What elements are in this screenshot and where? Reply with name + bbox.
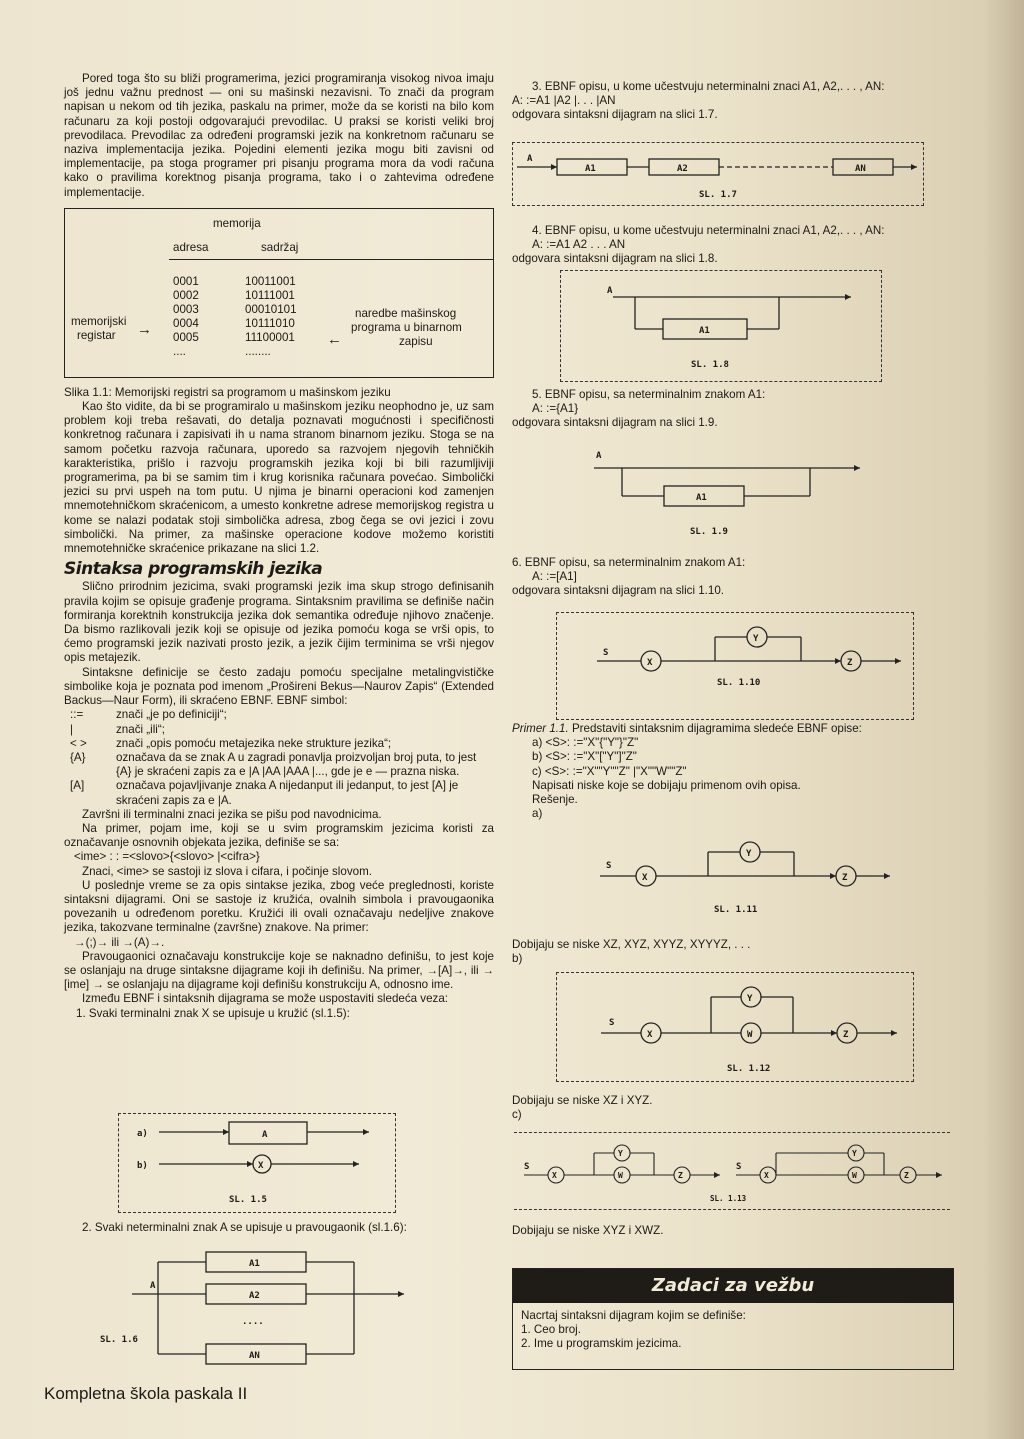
circle-label: W — [852, 1171, 857, 1180]
fig-label-s: S — [736, 1162, 742, 1172]
item-4-ref: odgovara sintaksni dijagram na slici 1.8. — [512, 252, 718, 266]
content-cell: 10111010 — [245, 316, 295, 330]
ellipsis: .... — [242, 1317, 264, 1327]
example-task: Predstaviti sintaksnim dijagramima sledeće EBNF opise: — [571, 722, 862, 735]
figure-1-13-right-part — [736, 1145, 942, 1183]
arrow-head-icon — [363, 1129, 369, 1135]
paragraph-diagrams: U poslednje vreme se za opis sintakse jezika, zbog veće preglednosti, koriste sintaksni dijagrami. Oni se sastoje iz kružića, ovalnih simbola i pravougaonika povezanih u određenom poretku. Kružići ili ovali označavaju nedeljive znakove jezika, takozvane terminalne (završne) znakove. Na primer: — [64, 878, 494, 935]
paragraph-ime-explained: Znaci, <ime> se sastoji iz slova i cifara, i počinje slovom. — [82, 864, 372, 878]
result-c: Dobijaju se niske XYZ i XWZ. — [512, 1224, 664, 1237]
arrow-head-icon — [398, 1291, 404, 1297]
memory-title: memorija — [213, 216, 261, 230]
fig-label-b: b) — [137, 1161, 148, 1171]
figure-1-13 — [514, 1132, 950, 1210]
figure-caption: SL. 1.7 — [699, 190, 737, 200]
solution-c-result — [512, 1224, 942, 1238]
circle-label: W — [747, 1030, 753, 1040]
item-5-text: 5. EBNF opisu, sa neterminalnim znakom A1: — [532, 388, 766, 401]
exercise-item: 2. Ime u programskim jezicima. — [521, 1337, 682, 1351]
paragraph-machine-language: Kao što vidite, da bi se programiralo u mašinskom jeziku neophodno je, uz sam problem koji treba rešavati, do detalja poznavati mogućnosti i specifičnosti konkretnog računara i zapisivati ih u nama stranom binarnom jeziku. Stoga se na samom početku razvoja računara, uporedo sa razvojem njegovih tehničkih karakteristika, prišlo i razvoju programskih jezika koji bi bili razumljiviji programerima, pa bi se samim tim i krug korisnika računara povećao. Simbolički jezici su prvi uspeh na tom putu. U njima je binarni operacioni kod zamenjen mnemotehničkom skraćenicom, a umesto konkretne adrese memorijskog registra u kome se nalazi podatak stoji simbolička adresa, zbog čega se ovi jezici i zovu simbolički. Na primer, za mašinske operacione kodove možemo koristiti mnemotehničke skraćenice prikazane na slici 1.2. — [64, 400, 494, 556]
symbol: [A] — [70, 779, 85, 793]
address-cell: .... — [173, 344, 186, 358]
memory-table-figure — [64, 208, 494, 378]
ime-definition: <ime> : : =<slovo>{<slovo> |<cifra>} — [74, 850, 260, 864]
arrow-head-icon — [223, 1129, 229, 1135]
nonterminal-box — [229, 1122, 307, 1144]
figure-caption: SL. 1.5 — [229, 1195, 267, 1205]
fig-label: A — [527, 154, 533, 164]
circle-label: Z — [842, 873, 848, 883]
circle-label: X — [552, 1171, 557, 1180]
arrow-right-icon: → — [137, 320, 152, 338]
symbol-description: označava da se znak A u zagradi ponavlja proizvoljan broj puta, to jest {A} je skraćeni zapis za e |A |AA |AAA |..., gde je e — prazna niska. — [116, 750, 477, 779]
content-cell: ........ — [245, 344, 271, 358]
box-label: A2 — [249, 1291, 260, 1301]
solution-b-result — [512, 1094, 942, 1122]
machine-code-note: zapisu — [399, 334, 433, 348]
exercises-box — [512, 1268, 954, 1370]
item-4 — [512, 224, 942, 267]
paragraph-syntax: Slično prirodnim jezicima, svaki programski jezik ima skup strogo definisanih pravila kojim se opisuje građenje programa. Sintaksnim pravilima se definiše način formiranja korektnih konstrukcija jezika dok semantika određuje njihovo značenje. Da bismo razlikovali jezik koji se opisuje od jezika pomoću koga se vrši opis, to ćemo programski jezik nazivati prosto jezik, a jezik čijim terminima se vrši njegov opis metajezik. — [64, 580, 494, 665]
section-heading: Sintaksa programskih jezika — [64, 559, 323, 580]
figure-1-6-diagram — [92, 1246, 422, 1366]
figure-1-7 — [512, 142, 924, 206]
arrow-head-icon — [911, 164, 917, 170]
item-5-ebnf: A: :={A1} — [532, 402, 579, 416]
example-instruction: Napisati niske koje se dobijaju primenom ovih opisa. — [532, 778, 801, 792]
page-footer: Kompletna škola paskala II — [44, 1384, 248, 1403]
arrow-left-icon: ← — [327, 330, 342, 348]
figure-1-13-left-part — [524, 1145, 720, 1183]
symbol-row — [64, 708, 494, 722]
content-cell: 11100001 — [245, 330, 295, 344]
register-label: memorijski — [71, 314, 127, 328]
register-label: registar — [77, 328, 116, 342]
symbol-row — [64, 723, 494, 737]
figure-1-1-caption: Slika 1.1: Memorijski registri sa programom u mašinskom jeziku — [64, 385, 391, 399]
intro-paragraph: Pored toga što su bliži programerima, jezici programiranja visokog nivoa imaju još jednu važnu prednost — oni su mašinski nezavisni. To znači da program napisan u nekom od tih jezika, paskalu na primer, može da se koristi na bilo kom računaru za koji postoji odgovarajući prevodilac. U praksi se koristi veliki broj prevodilaca. Prevodilac za određeni programski jezik na konkretnom računaru se naziva implementacija jezika. Pojedini elementi jezika mogu biti zavisni od implementacije, pa stoga programer pri pisanju programa mora da vodi računa kako o pravilima korektnog pisanja programa, tako i o zahtevima određene implementacije. — [64, 72, 494, 199]
solution-a-result — [512, 938, 942, 966]
paragraph-terminal: Završni ili terminalni znaci jezika se pišu pod navodnicima. — [82, 807, 382, 821]
box-label: A1 — [699, 326, 710, 336]
circle-label: Y — [618, 1149, 623, 1158]
box-label: A1 — [585, 164, 596, 174]
solution-a-label: a) — [532, 807, 543, 821]
symbol: | — [70, 722, 74, 736]
fig-label: A — [596, 451, 602, 461]
item-3-text: 3. EBNF opisu, u kome učestvuju neterminalni znaci A1, A2,. . . , AN: — [532, 80, 885, 93]
box-label: A — [262, 1130, 268, 1140]
content-header: sadržaj — [261, 240, 299, 254]
machine-code-note: programa u binarnom — [351, 320, 462, 334]
arrow-head-icon — [936, 1172, 942, 1178]
circle-label: X — [642, 873, 648, 883]
arrow-head-icon — [831, 1030, 837, 1036]
symbol-description: označava pojavljivanje znaka A nijedanput ili jedanput, to jest [A] je skraćeni zapis za e |A. — [116, 779, 459, 807]
circle-label: X — [647, 658, 653, 668]
figure-1-8-diagram — [561, 271, 881, 381]
page-edge-shadow — [984, 0, 1024, 1439]
figure-caption: SL. 1.9 — [690, 527, 728, 537]
item-6-ebnf: A: :=[A1] — [532, 570, 577, 584]
arrow-head-icon — [714, 1172, 720, 1178]
circle-label: Z — [678, 1171, 683, 1180]
arrow-head-icon — [353, 1161, 359, 1167]
circle-label: Y — [852, 1149, 857, 1158]
figure-1-12 — [556, 972, 914, 1082]
figure-1-5-diagram — [119, 1114, 395, 1212]
fig-label-s: S — [609, 1018, 615, 1028]
circle-label: Y — [753, 634, 759, 644]
paragraph-relation: Između EBNF i sintaksnih dijagrama se može uspostaviti sledeća veza: — [82, 992, 449, 1006]
address-cell: 0005 — [173, 330, 199, 344]
rule-2-block — [64, 1221, 494, 1235]
figure-1-11-diagram — [590, 830, 900, 916]
address-cell: 0002 — [173, 288, 199, 302]
address-cell: 0001 — [173, 274, 199, 288]
circle-label: Y — [747, 994, 753, 1004]
box-label: A1 — [696, 493, 707, 503]
ebnf-symbol-list — [64, 708, 494, 807]
item-6-text: 6. EBNF opisu, sa neterminalnim znakom A1: — [512, 556, 746, 569]
item-4-text: 4. EBNF opisu, u kome učestvuju neterminalni znaci A1, A2,. . . , AN: — [532, 224, 885, 237]
item-3-ebnf: A: :=A1 |A2 |. . . |AN — [512, 94, 616, 108]
left-column — [64, 72, 494, 1021]
content-cell: 00010101 — [245, 302, 297, 316]
paragraph-ebnf: Sintaksne definicije se često zadaju pomoću specijalne metalingvističke simbolike koja je poznata pod imenom „Prošireni Bekus—Naurov Zapis“ (Extended Backus—Naur Form), ili skraćeno EBNF. EBNF simbol: — [64, 665, 494, 708]
address-header: adresa — [173, 240, 209, 254]
arrow-head-icon — [891, 1030, 897, 1036]
symbol-description: znači „ili“; — [116, 722, 165, 736]
symbol: < > — [70, 736, 87, 750]
paragraph-rectangles: Pravougaonici označavaju konstrukcije koje se naknadno definišu, to jest koje se oslanjaju na druge sintaksne dijagrame koji ih definišu. Na primer, →[A]→, ili → [ime] → se oslanjaju na dijagrame koji definišu konstrukciju A, odnosno ime. — [64, 949, 494, 992]
example-b: b) <S>: :="X"["Y"]"Z" — [532, 750, 637, 764]
fig-label-s: S — [524, 1162, 530, 1172]
figure-1-12-diagram — [557, 973, 913, 1081]
machine-code-note: naredbe mašinskog — [355, 306, 457, 320]
box-label: AN — [855, 164, 866, 174]
item-5 — [512, 388, 942, 431]
figure-caption: SL. 1.6 — [100, 1335, 138, 1345]
arrow-head-icon — [854, 465, 860, 471]
figure-1-10-diagram — [557, 613, 913, 719]
item-6-ref: odgovara sintaksni dijagram na slici 1.10. — [512, 584, 725, 598]
arrow-head-icon — [830, 873, 836, 879]
circle-label: Z — [847, 658, 853, 668]
box-label: A1 — [249, 1259, 260, 1269]
item-5-ref: odgovara sintaksni dijagram na slici 1.9. — [512, 416, 718, 430]
paragraph-ime: Na primer, pojam ime, koji se u svim programskim jezicima koristi za označavanje osnovnih objekata jezika, definiše se sa: — [64, 821, 494, 850]
item-3 — [512, 80, 942, 123]
example-c: c) <S>: :="X""Y""Z" |"X""W""Z" — [532, 764, 687, 778]
figure-caption: SL. 1.10 — [717, 678, 761, 688]
arrow-head-icon — [845, 294, 851, 300]
box-label: AN — [249, 1351, 260, 1361]
figure-1-10 — [556, 612, 914, 720]
content-cell: 10111001 — [245, 288, 295, 302]
symbol: ::= — [70, 708, 84, 722]
example-a: a) <S>: :="X"{"Y"}"Z" — [532, 736, 639, 750]
symbol-description: znači „je po definiciji“; — [116, 708, 227, 722]
circle-label: X — [647, 1030, 653, 1040]
symbol: {A} — [70, 750, 86, 764]
fig-label-s: S — [603, 648, 609, 658]
arrow-head-icon — [895, 658, 901, 664]
item-3-ref: odgovara sintaksni dijagram na slici 1.7. — [512, 108, 718, 122]
terminal-example: →(;)→ ili →(A)→. — [74, 935, 165, 949]
exercises-body — [513, 1303, 953, 1358]
result-a: Dobijaju se niske XZ, XYZ, XYYZ, XYYYZ, . . . — [512, 938, 751, 951]
header-rule — [169, 259, 494, 260]
arrow-head-icon — [884, 873, 890, 879]
circle-label: X — [258, 1161, 264, 1171]
figure-caption: SL. 1.8 — [691, 360, 729, 370]
content-cell: 10011001 — [245, 274, 296, 288]
figure-1-9-diagram — [580, 446, 900, 542]
figure-caption: SL. 1.13 — [710, 1194, 747, 1203]
circle-label: X — [764, 1171, 769, 1180]
solution-b-label: b) — [512, 952, 523, 966]
rule-2: 2. Svaki neterminalni znak A se upisuje u pravougaonik (sl.1.6): — [82, 1221, 407, 1234]
figure-1-6 — [92, 1246, 422, 1366]
symbol-row — [64, 779, 494, 807]
arrow-head-icon — [835, 658, 841, 664]
symbol-row — [64, 751, 494, 779]
figure-1-11 — [590, 830, 900, 916]
exercise-item: 1. Ceo broj. — [521, 1323, 581, 1337]
example-label: Primer 1.1. — [512, 722, 569, 735]
fig-label-a: a) — [137, 1129, 148, 1139]
arrow-head-icon — [551, 164, 557, 170]
circle-label: W — [618, 1171, 623, 1180]
figure-1-7-diagram — [513, 143, 923, 205]
fig-label-s: S — [606, 861, 612, 871]
figure-1-8 — [560, 270, 882, 382]
result-b: Dobijaju se niske XZ i XYZ. — [512, 1094, 653, 1107]
symbol-description: znači „opis pomoću metajezika neke strukture jezika“; — [116, 736, 392, 750]
solution-c-label: c) — [512, 1108, 522, 1122]
figure-1-5 — [118, 1113, 396, 1213]
exercises-title: Zadaci za vežbu — [513, 1269, 953, 1303]
solution-label: Rešenje. — [532, 793, 578, 807]
arrow-head-icon — [247, 1161, 253, 1167]
fig-label: A — [607, 286, 613, 296]
fig-label: A — [150, 1281, 156, 1291]
item-4-ebnf: A: :=A1 A2 . . . AN — [532, 238, 626, 252]
rule-1: 1. Svaki terminalni znak X se upisuje u kružić (sl.1.5): — [76, 1006, 350, 1020]
symbol-row — [64, 737, 494, 751]
figure-caption: SL. 1.11 — [714, 905, 758, 915]
item-6 — [512, 556, 942, 599]
figure-1-9 — [580, 446, 900, 542]
address-cell: 0004 — [173, 316, 199, 330]
exercises-intro: Nacrtaj sintaksni dijagram kojim se definiše: — [521, 1309, 746, 1322]
circle-label: Y — [746, 849, 752, 859]
circle-label: Z — [904, 1171, 909, 1180]
address-cell: 0003 — [173, 302, 199, 316]
figure-caption: SL. 1.12 — [727, 1064, 771, 1074]
figure-1-13-diagram — [514, 1133, 950, 1209]
circle-label: Z — [843, 1030, 849, 1040]
box-label: A2 — [677, 164, 688, 174]
example-1-1 — [512, 722, 942, 821]
